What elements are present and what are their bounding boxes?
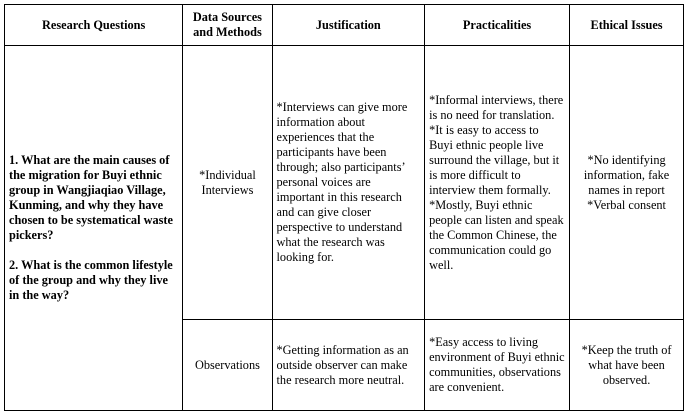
research-questions-cell (5, 46, 183, 411)
justification-observations: *Getting information as an outside observer can make the research more neutral. (272, 320, 425, 411)
table-header-row (5, 5, 684, 46)
method-observations: Observations (183, 320, 272, 411)
practicality-item: *Easy access to living environment of Buyi ethnic communities, observations are convenient. (429, 335, 565, 394)
practicality-item: *Mostly, Buyi ethnic people can listen and speak the Common Chinese, the communication could go well. (429, 197, 564, 272)
header-justification: Justification (272, 5, 425, 46)
method-interviews: *Individual Interviews (183, 46, 272, 320)
practicality-item: *Informal interviews, there is no need for translation. (429, 92, 564, 122)
table-row-interviews (5, 46, 684, 320)
header-data-sources: Data Sources and Methods (183, 5, 272, 46)
ethical-interviews (570, 46, 684, 320)
header-practicalities: Practicalities (425, 5, 570, 46)
ethical-observations (570, 320, 684, 411)
header-research-questions: Research Questions (5, 5, 183, 46)
ethical-item: *No identifying information, fake names in report (583, 152, 670, 197)
research-question-2: 2. What is the common lifestyle of the group and why they live in the way? (9, 258, 173, 302)
justification-interviews: *Interviews can give more information about experiences that the participants have been through; also participants’ personal voices are important in this research and can give closer perspective to understand what the research was looking for. (272, 46, 425, 320)
practicalities-observations (425, 320, 570, 411)
ethical-item: *Verbal consent (587, 197, 666, 212)
research-design-table (4, 4, 684, 411)
header-ethical-issues: Ethical Issues (570, 5, 684, 46)
practicalities-interviews (425, 46, 570, 320)
research-question-1: 1. What are the main causes of the migration for Buyi ethnic group in Wangjiaqiao Village, Kunming, and why they have chosen to be systematical waste pickers? (9, 153, 173, 242)
practicality-item: *It is easy to access to Buyi ethnic people live surround the village, but it is more difficult to interview them formally. (429, 122, 560, 197)
ethical-item: *Keep the truth of what have been observed. (581, 342, 672, 387)
